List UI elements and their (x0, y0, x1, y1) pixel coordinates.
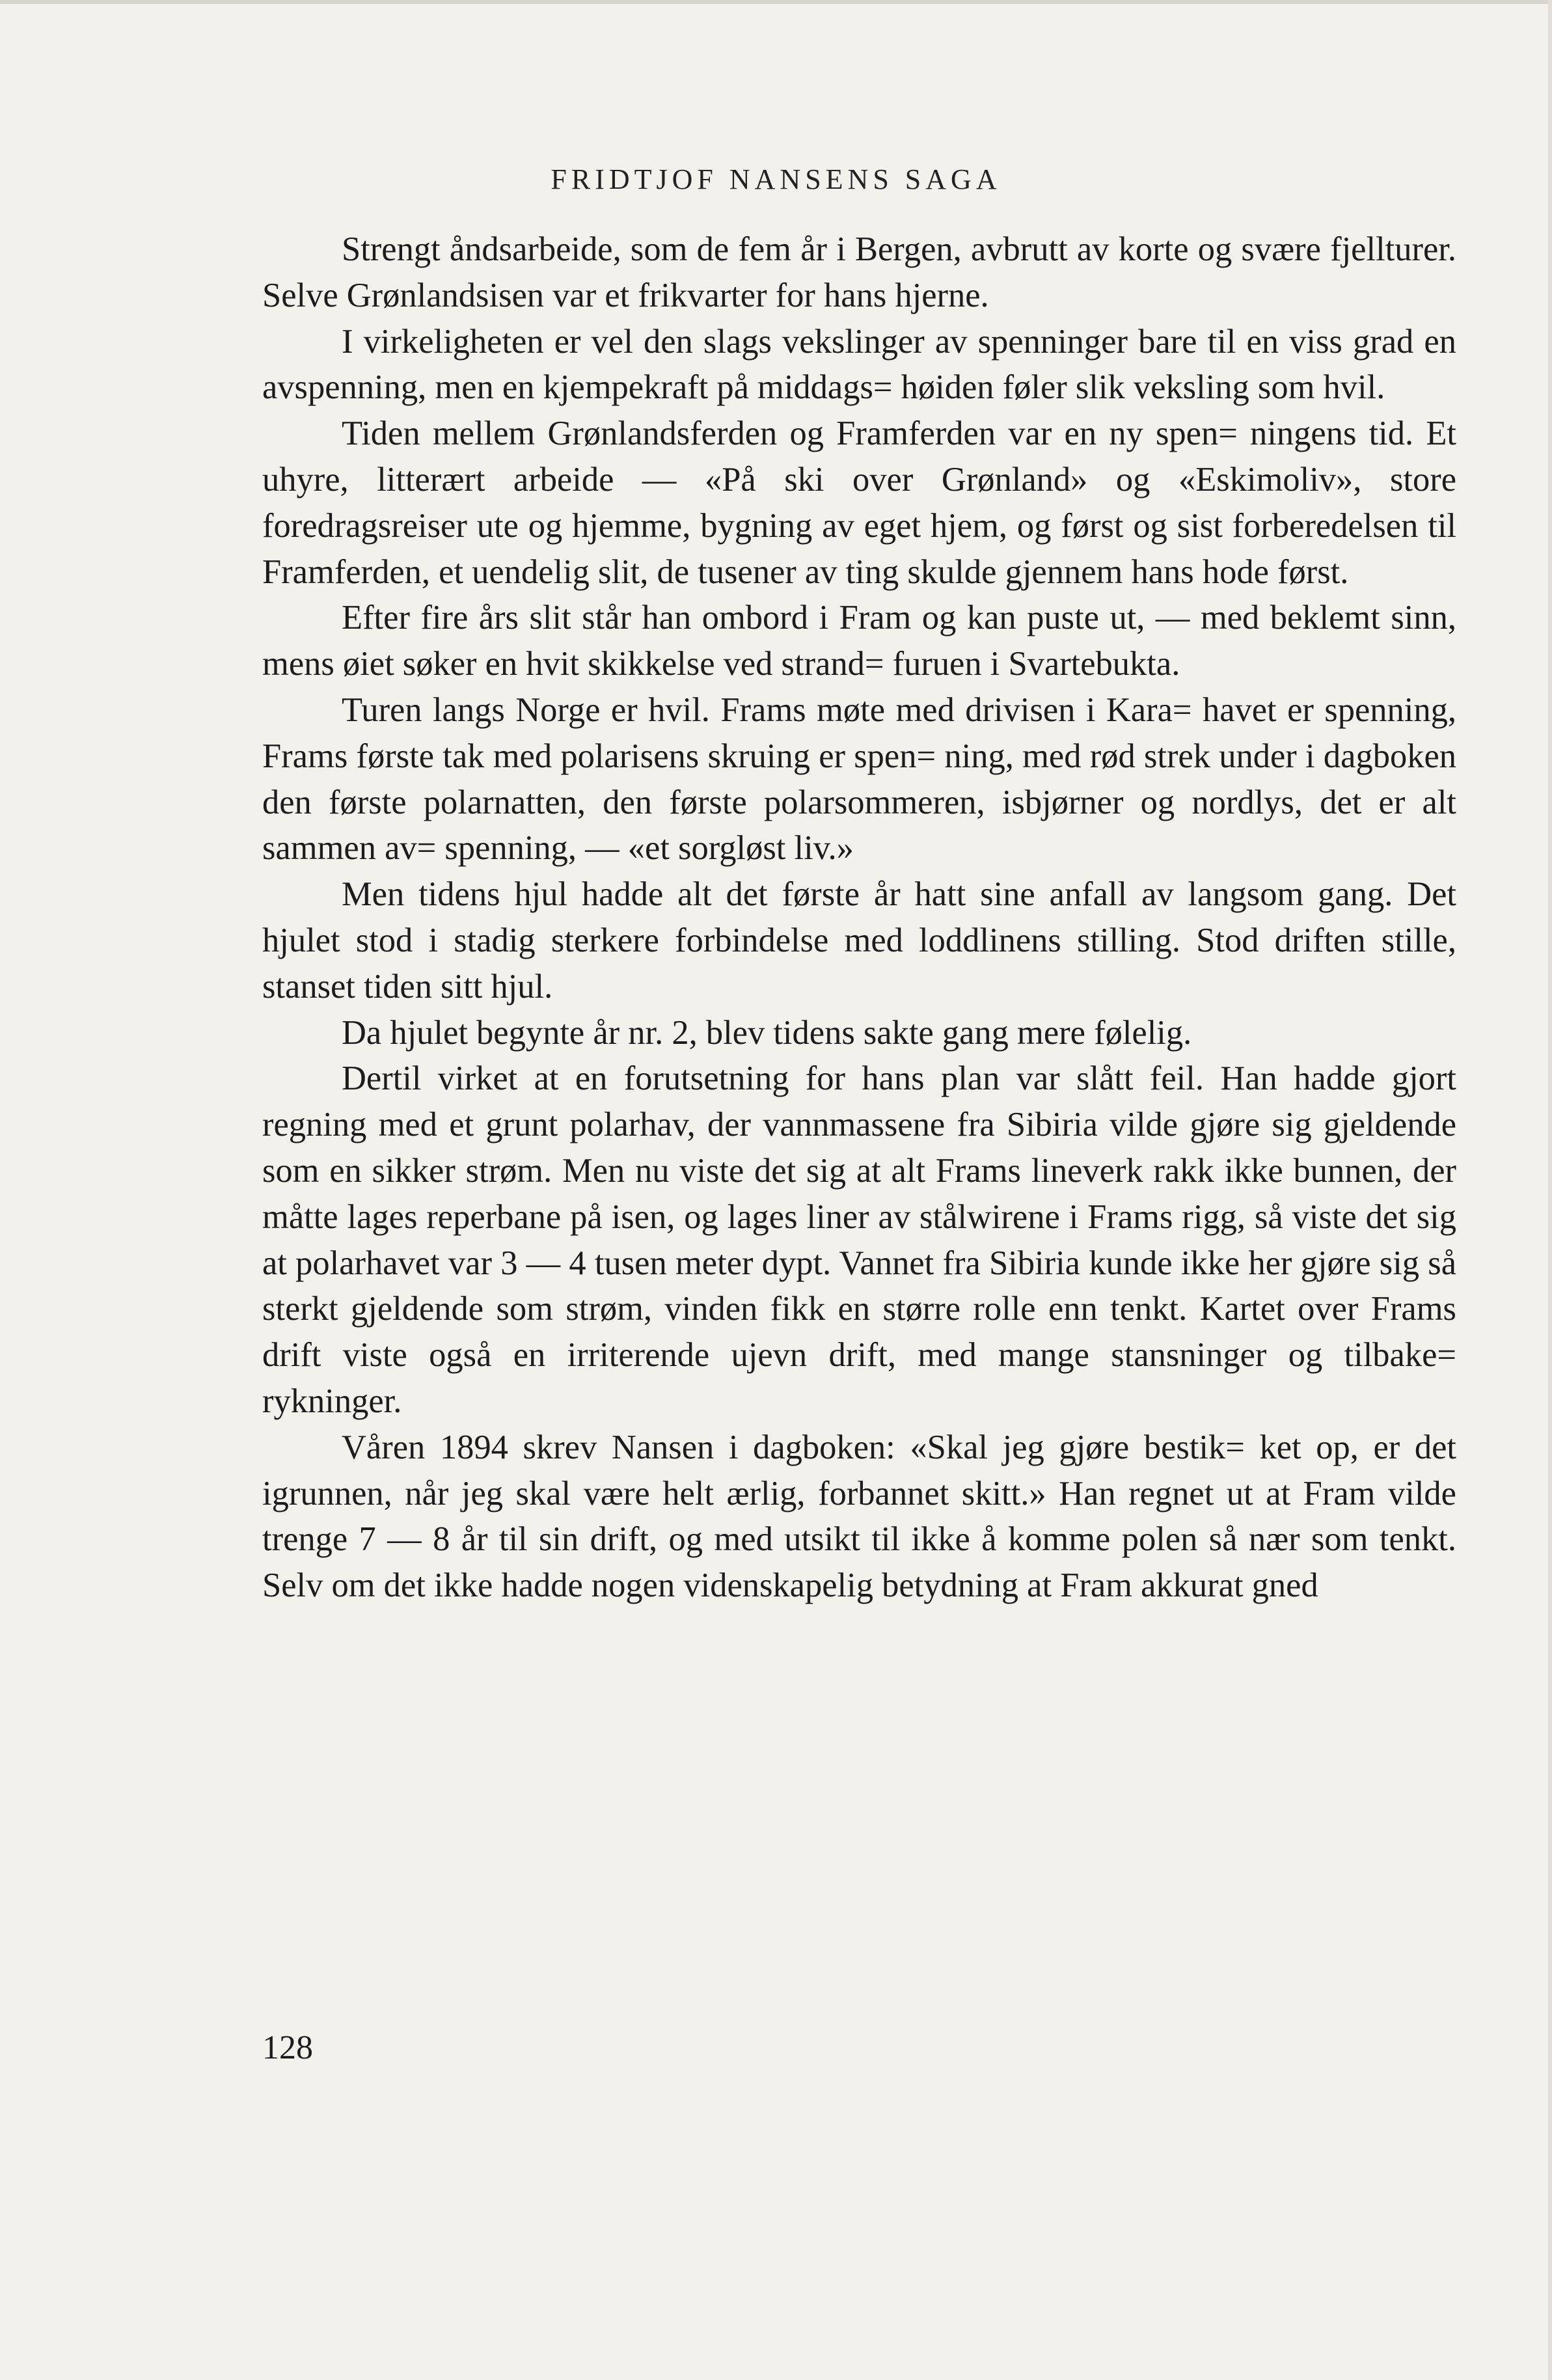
paragraph: Strengt åndsarbeide, som de fem år i Bergen, avbrutt av korte og svære fjellturer. Selve Grønlandsisen var et frikvarter for hans hjerne. (262, 230, 1456, 314)
paragraph: I virkeligheten er vel den slags vekslinger av spenninger bare til en viss grad en avspenning, men en kjempekraft på middags= høiden føler slik veksling som hvil. (262, 322, 1456, 407)
page-number: 128 (262, 2029, 313, 2066)
paragraph: Våren 1894 skrev Nansen i dagboken: «Skal jeg gjøre bestik= ket op, er det igrunnen, når jeg skal være helt ærlig, forbannet skitt.» Han regnet ut at Fram vilde trenge 7 — 8 år til sin drift, og med utsikt til ikke å komme polen så nær som tenkt. Selv om det ikke hadde nogen videnskapelig betydning at Fram akkurat gned (262, 1428, 1456, 1605)
paragraph: Dertil virket at en forutsetning for hans plan var slått feil. Han hadde gjort regning med et grunt polarhav, der vannmassene fra Sibiria vilde gjøre sig gjeldende som en sikker strøm. Men nu viste det sig at alt Frams lineverk rakk ikke bunnen, der måtte lages reperbane på isen, og lages liner av stålwirene i Frams rigg, så viste det sig at polarhavet var 3 — 4 tusen meter dypt. Vannet fra Sibiria kunde ikke her gjøre sig så sterkt gjeldende som strøm, vinden fikk en større rolle enn tenkt. Kartet over Frams drift viste også en irriterende ujevn drift, med mange stansninger og tilbake= rykninger. (262, 1060, 1456, 1420)
body-text (262, 226, 1456, 1609)
paragraph: Turen langs Norge er hvil. Frams møte med drivisen i Kara= havet er spenning, Frams første tak med polarisens skruing er spen= ning, med rød strek under i dagboken den første polarnatten, den første polarsommeren, isbjørner og nordlys, det er alt sammen av= spenning, — «et sorgløst liv.» (262, 691, 1456, 868)
page-edge (0, 0, 1552, 4)
paragraph: Da hjulet begynte år nr. 2, blev tidens sakte gang mere følelig. (342, 1013, 1192, 1052)
running-head: FRIDTJOF NANSENS SAGA (551, 163, 1001, 195)
paragraph: Efter fire års slit står han ombord i Fram og kan puste ut, — med beklemt sinn, mens øiet søker en hvit skikkelse ved strand= furuen i Svartebukta. (262, 599, 1456, 683)
page-edge (1548, 0, 1552, 2380)
paragraph: Tiden mellem Grønlandsferden og Framferden var en ny spen= ningens tid. Et uhyre, litterært arbeide — «På ski over Grønland» og «Eskimoliv», store foredragsreiser ute og hjemme, bygning av eget hjem, og først og sist forberedelsen til Framferden, et uendelig slit, de tusener av ting skulde gjennem hans hode først. (262, 415, 1456, 591)
paragraph: Men tidens hjul hadde alt det første år hatt sine anfall av langsom gang. Det hjulet stod i stadig sterkere forbindelse med loddlinens stilling. Stod driften stille, stanset tiden sitt hjul. (262, 875, 1456, 1005)
